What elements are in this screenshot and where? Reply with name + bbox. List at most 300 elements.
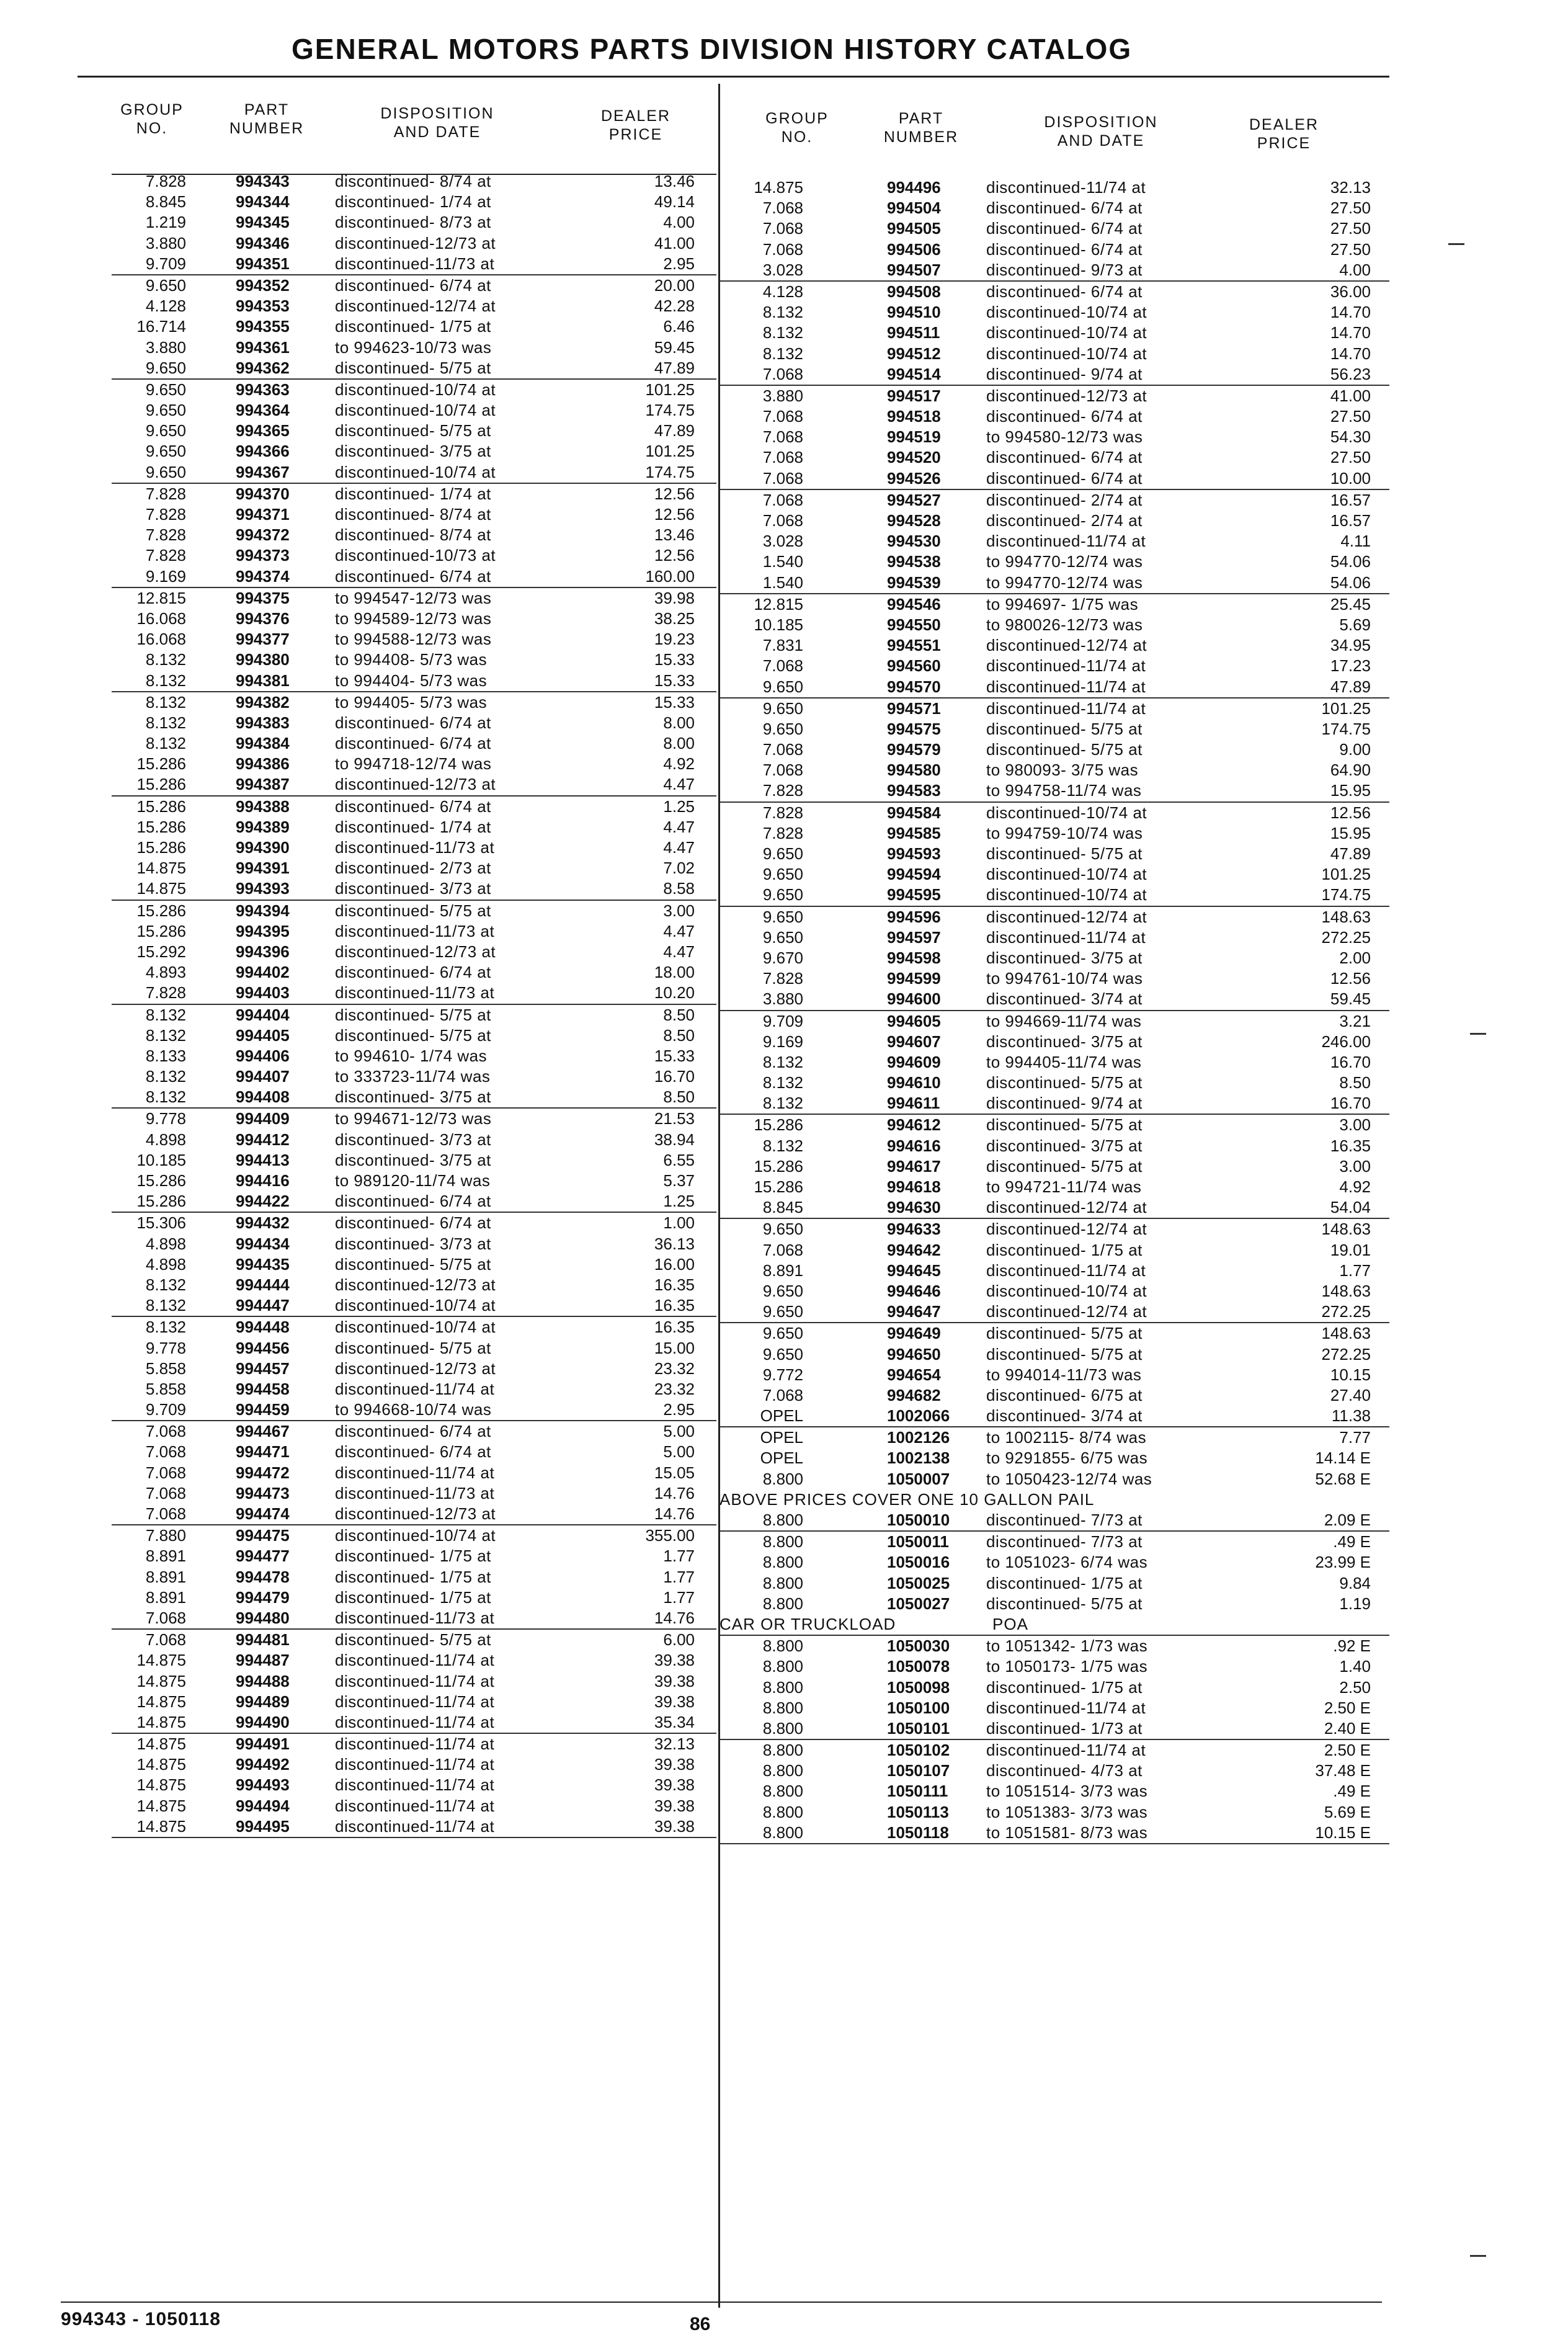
part-number: 994645 (887, 1261, 941, 1280)
table-row (112, 1295, 716, 1317)
part-number: 994546 (887, 594, 941, 614)
table-row (112, 1171, 716, 1191)
dealer-price: 148.63 (1321, 907, 1371, 926)
part-number: 994376 (236, 609, 290, 628)
disposition: discontinued- 8/73 at (335, 213, 491, 232)
table-row (719, 1032, 1389, 1052)
disposition: discontinued-10/74 at (335, 462, 496, 481)
part-number: 994526 (887, 468, 941, 488)
group-number: 15.286 (136, 754, 186, 774)
table-row (112, 1400, 716, 1421)
group-number: 15.306 (136, 1213, 186, 1233)
table-row (719, 218, 1389, 239)
table-row (719, 844, 1389, 864)
part-number: 994650 (887, 1344, 941, 1364)
dealer-price: 34.95 (1330, 636, 1371, 655)
table-row (112, 1754, 716, 1775)
part-number: 994386 (236, 754, 290, 774)
group-number: 8.132 (145, 1067, 186, 1086)
disposition: discontinued- 5/75 at (335, 1630, 491, 1650)
group-number: 9.650 (762, 1302, 803, 1321)
dealer-price: 15.95 (1330, 781, 1371, 800)
disposition: discontinued- 1/75 at (335, 1547, 491, 1566)
table-row (719, 823, 1389, 844)
dealer-price: 272.25 (1321, 927, 1371, 947)
disposition: discontinued- 6/74 at (335, 566, 491, 586)
part-number: 994596 (887, 907, 941, 926)
disposition: to 994405- 5/73 was (335, 692, 488, 712)
part-number: 994458 (236, 1379, 290, 1398)
table-row (112, 797, 716, 817)
group-number: 15.286 (136, 817, 186, 836)
table-row (719, 1052, 1389, 1073)
disposition: discontinued-11/74 at (986, 677, 1146, 696)
dealer-price: 2.09 E (1324, 1511, 1371, 1529)
header-price-right: DEALER PRICE (1249, 116, 1319, 152)
dealer-price: 5.00 (663, 1422, 695, 1441)
disposition: discontinued- 5/75 at (335, 1338, 491, 1357)
group-number: 9.650 (145, 421, 186, 440)
dealer-price: 2.95 (663, 1400, 695, 1419)
disposition: discontinued- 6/74 at (335, 1192, 491, 1211)
table-row (719, 490, 1389, 511)
table-row (719, 282, 1389, 302)
table-row (112, 400, 716, 421)
disposition: discontinued-12/73 at (335, 775, 496, 794)
group-number: 15.286 (136, 838, 186, 857)
group-number: 14.875 (136, 1735, 186, 1754)
dealer-price: 35.34 (654, 1712, 695, 1731)
dealer-price: 41.00 (654, 233, 695, 252)
dealer-price: 101.25 (1321, 865, 1371, 884)
table-row (719, 803, 1389, 823)
group-number: 9.650 (762, 699, 803, 718)
part-number: 994353 (236, 297, 290, 316)
part-number: 994365 (236, 421, 290, 440)
disposition: discontinued-11/74 at (986, 699, 1146, 718)
dealer-price: .49 E (1333, 1532, 1371, 1551)
part-number: 1002138 (887, 1449, 950, 1468)
part-number: 1050016 (887, 1553, 950, 1572)
table-row (112, 358, 716, 380)
dealer-price: 17.23 (1330, 656, 1371, 676)
table-row (112, 1525, 716, 1546)
disposition: discontinued- 6/74 at (335, 734, 491, 753)
dealer-price: 16.57 (1330, 511, 1371, 530)
table-row (112, 733, 716, 754)
group-number: 8.132 (762, 1136, 803, 1155)
group-number: 8.800 (762, 1823, 803, 1842)
part-number: 994362 (236, 358, 290, 377)
dealer-price: 246.00 (1321, 1032, 1371, 1051)
dealer-price: 3.21 (1339, 1011, 1371, 1030)
dealer-price: 27.40 (1330, 1385, 1371, 1404)
table-row (112, 1796, 716, 1816)
dealer-price: 101.25 (645, 442, 695, 461)
dealer-price: 4.47 (663, 942, 695, 961)
group-number: 16.714 (136, 317, 186, 336)
table-row (719, 739, 1389, 760)
dealer-price: 15.33 (654, 692, 695, 712)
table-row (719, 989, 1389, 1011)
table-row (112, 629, 716, 650)
disposition: discontinued-12/73 at (335, 942, 496, 961)
disposition: discontinued- 5/75 at (335, 421, 491, 440)
disposition: discontinued- 5/75 at (986, 1324, 1143, 1343)
dealer-price: 39.38 (654, 1671, 695, 1690)
table-row (112, 1546, 716, 1566)
group-number: 10.185 (136, 1150, 186, 1169)
part-number: 994459 (236, 1400, 290, 1419)
dealer-price: 8.50 (1339, 1073, 1371, 1092)
group-number: 15.286 (136, 921, 186, 940)
table-row (112, 1087, 716, 1109)
part-number: 1050011 (887, 1532, 949, 1551)
table-row (112, 1130, 716, 1150)
part-number: 994447 (236, 1296, 290, 1315)
group-number: 9.650 (145, 401, 186, 420)
part-number: 994481 (236, 1630, 290, 1650)
table-row (112, 337, 716, 358)
disposition: discontinued-12/73 at (335, 233, 496, 252)
group-number: 7.068 (762, 511, 803, 530)
part-number: 994551 (887, 636, 941, 655)
disposition: discontinued- 1/75 at (335, 317, 491, 336)
table-row (719, 1552, 1389, 1573)
table-row (719, 1677, 1389, 1698)
dealer-price: 16.70 (1330, 1094, 1371, 1113)
part-number: 1050027 (887, 1594, 950, 1613)
top-rule (78, 76, 1389, 78)
table-row (719, 1385, 1389, 1406)
part-number: 994616 (887, 1136, 941, 1155)
table-row (112, 1191, 716, 1213)
dealer-price: 148.63 (1321, 1281, 1371, 1300)
disposition: to 994718-12/74 was (335, 754, 492, 774)
part-number: 994560 (887, 656, 941, 676)
part-number: 994611 (887, 1094, 940, 1113)
dealer-price: 12.56 (654, 505, 695, 524)
table-row (719, 1698, 1389, 1718)
table-row (719, 364, 1389, 386)
part-number: 994402 (236, 963, 290, 982)
part-number: 994467 (236, 1422, 290, 1441)
table-row (719, 260, 1389, 282)
part-number: 994491 (236, 1735, 290, 1754)
disposition: to 994408- 5/73 was (335, 650, 488, 669)
part-number: 994384 (236, 734, 290, 753)
table-row (719, 1365, 1389, 1385)
part-number: 994351 (236, 254, 290, 273)
part-number: 1050007 (887, 1469, 950, 1488)
group-number: 7.828 (145, 484, 186, 503)
disposition: discontinued- 4/73 at (986, 1761, 1143, 1780)
table-row (719, 780, 1389, 802)
disposition: discontinued-10/74 at (986, 303, 1147, 322)
disposition: discontinued- 3/73 at (335, 1130, 491, 1149)
dealer-price: 8.00 (663, 713, 695, 732)
table-row (112, 817, 716, 837)
dealer-price: 27.50 (1330, 199, 1371, 218)
dealer-price: 47.89 (654, 421, 695, 440)
group-number: 16.068 (136, 630, 186, 649)
dealer-price: .92 E (1333, 1636, 1371, 1656)
dealer-price: 1.77 (663, 1587, 695, 1607)
table-row (719, 1636, 1389, 1656)
part-number: 994448 (236, 1318, 290, 1337)
part-number: 994511 (887, 323, 940, 342)
part-number: 1002126 (887, 1428, 950, 1447)
table-row (719, 468, 1389, 490)
part-number: 994396 (236, 942, 290, 961)
part-number: 1050113 (887, 1802, 949, 1821)
dealer-price: 39.38 (654, 1651, 695, 1670)
right-parts-table (719, 177, 1389, 1844)
disposition: discontinued- 3/74 at (986, 1406, 1143, 1426)
table-row (719, 1344, 1389, 1365)
table-row (719, 760, 1389, 780)
part-number: 994435 (236, 1254, 290, 1274)
dealer-price: 15.33 (654, 650, 695, 669)
table-row (112, 504, 716, 525)
disposition: to 989120-11/74 was (335, 1171, 491, 1190)
disposition: discontinued- 1/75 at (986, 1573, 1143, 1592)
group-number: 7.068 (762, 1240, 803, 1259)
group-number: 9.650 (762, 885, 803, 904)
dealer-price: 23.32 (654, 1359, 695, 1378)
dealer-price: 39.98 (654, 588, 695, 607)
table-row (112, 901, 716, 921)
group-number: 15.292 (136, 942, 186, 961)
disposition: to 994014-11/73 was (986, 1365, 1142, 1384)
disposition: discontinued-10/74 at (986, 865, 1147, 884)
table-row (719, 239, 1389, 260)
table-row (719, 927, 1389, 948)
group-number: 8.132 (762, 1094, 803, 1113)
dealer-price: 21.53 (654, 1109, 695, 1128)
table-row (112, 1712, 716, 1734)
group-number: 7.068 (762, 239, 803, 259)
group-number: 7.828 (145, 983, 186, 1002)
dealer-price: 4.00 (1339, 260, 1371, 279)
part-number: 994371 (236, 505, 290, 524)
dealer-price: 16.35 (654, 1275, 695, 1294)
dealer-price: 27.50 (1330, 448, 1371, 467)
part-number: 994422 (236, 1192, 290, 1211)
group-number: 8.800 (762, 1511, 803, 1529)
part-number: 994374 (236, 566, 290, 586)
group-number: 9.650 (762, 719, 803, 738)
table-row (112, 1504, 716, 1525)
table-row (719, 948, 1389, 968)
disposition: discontinued- 6/74 at (335, 1442, 491, 1462)
disposition: discontinued- 3/75 at (335, 442, 491, 461)
disposition: discontinued- 6/74 at (335, 797, 491, 816)
table-row (112, 254, 716, 275)
table-row (719, 1761, 1389, 1781)
disposition: to 980093- 3/75 was (986, 761, 1139, 780)
disposition: to 994580-12/73 was (986, 427, 1143, 447)
group-number: 14.875 (136, 1816, 186, 1836)
part-number: 994517 (887, 386, 941, 405)
disposition: to 994668-10/74 was (335, 1400, 492, 1419)
dealer-price: 14.70 (1330, 323, 1371, 342)
table-row (112, 713, 716, 733)
table-row (719, 531, 1389, 551)
table-row (112, 1234, 716, 1254)
group-number: 7.068 (762, 407, 803, 426)
part-number: 994403 (236, 983, 290, 1002)
table-row (112, 1025, 716, 1046)
table-note: CAR OR TRUCKLOAD (719, 1614, 896, 1633)
part-number: 994444 (236, 1275, 290, 1294)
table-row (112, 1567, 716, 1587)
dealer-price: 6.46 (663, 317, 695, 336)
disposition: discontinued- 5/75 at (986, 1115, 1143, 1135)
group-number: 7.828 (762, 823, 803, 842)
disposition: discontinued-10/74 at (335, 1318, 496, 1337)
group-number: 8.132 (145, 692, 186, 712)
table-row (719, 447, 1389, 468)
part-number: 994480 (236, 1608, 290, 1627)
table-row (112, 878, 716, 900)
part-number: 994405 (236, 1025, 290, 1045)
group-number: 9.169 (762, 1032, 803, 1051)
disposition: discontinued- 3/75 at (986, 948, 1143, 967)
part-number: 994617 (887, 1156, 941, 1176)
part-number: 994599 (887, 969, 941, 988)
disposition: discontinued-12/74 at (986, 636, 1147, 655)
disposition: discontinued- 5/75 at (335, 1025, 491, 1045)
bottom-rule (61, 2302, 1382, 2303)
table-row (112, 962, 716, 983)
group-number: 8.132 (145, 1005, 186, 1024)
disposition: discontinued- 6/74 at (335, 963, 491, 982)
dealer-price: 14.70 (1330, 344, 1371, 363)
part-number: 994496 (887, 178, 941, 197)
disposition: discontinued- 7/73 at (986, 1532, 1143, 1551)
table-row (719, 699, 1389, 719)
disposition: discontinued- 6/74 at (986, 239, 1143, 259)
dealer-price: 18.00 (654, 963, 695, 982)
disposition: to 994623-10/73 was (335, 337, 492, 357)
group-number: 4.898 (145, 1130, 186, 1149)
group-number: 8.132 (145, 671, 186, 690)
part-number: 994363 (236, 380, 290, 399)
group-number: 8.800 (762, 1698, 803, 1717)
dealer-price: 16.35 (654, 1318, 695, 1337)
dealer-price: 16.57 (1330, 490, 1371, 509)
part-number: 994654 (887, 1365, 941, 1384)
table-row (719, 427, 1389, 447)
dealer-price: 14.76 (654, 1483, 695, 1502)
group-number: 15.286 (136, 775, 186, 794)
disposition: to 994671-12/73 was (335, 1109, 492, 1128)
group-number: 7.068 (762, 656, 803, 676)
part-number: 994366 (236, 442, 290, 461)
disposition: to 994588-12/73 was (335, 630, 492, 649)
disposition: to 1050423-12/74 was (986, 1469, 1152, 1488)
group-number: 1.540 (762, 573, 803, 592)
group-number: 16.068 (136, 609, 186, 628)
table-row (112, 921, 716, 942)
part-number: 994382 (236, 692, 290, 712)
group-number: 8.132 (762, 323, 803, 342)
disposition: to 994405-11/74 was (986, 1052, 1142, 1071)
disposition: discontinued- 6/74 at (986, 448, 1143, 467)
disposition: discontinued-10/74 at (335, 380, 496, 399)
group-number: 8.800 (762, 1553, 803, 1572)
group-number: 9.778 (145, 1338, 186, 1357)
group-number: 9.650 (145, 275, 186, 295)
dealer-price: 272.25 (1321, 1344, 1371, 1364)
group-number: 14.875 (136, 1712, 186, 1731)
disposition: discontinued-11/73 at (335, 1483, 495, 1502)
group-number: 3.028 (762, 532, 803, 551)
group-number: 8.132 (145, 1296, 186, 1315)
dealer-price: 7.02 (663, 859, 695, 878)
table-row (112, 1338, 716, 1359)
header-disposition-left: DISPOSITION AND DATE (380, 105, 494, 141)
table-row (719, 1823, 1389, 1844)
group-number: 7.068 (762, 468, 803, 488)
part-number: 994647 (887, 1302, 941, 1321)
group-number: 7.068 (145, 1422, 186, 1441)
part-number: 994406 (236, 1046, 290, 1065)
table-row (112, 462, 716, 484)
table-row (112, 1734, 716, 1754)
group-number: 7.068 (762, 761, 803, 780)
disposition: discontinued-10/74 at (986, 885, 1147, 904)
dealer-price: 23.99 E (1315, 1553, 1371, 1572)
table-row (719, 1489, 1389, 1510)
dealer-price: 47.89 (1330, 844, 1371, 863)
part-number: 994539 (887, 573, 941, 592)
disposition: discontinued- 3/74 at (986, 989, 1143, 1009)
disposition: discontinued-11/74 at (335, 1796, 495, 1815)
disposition: to 994697- 1/75 was (986, 594, 1139, 614)
table-row (112, 296, 716, 316)
group-number: 9.670 (762, 948, 803, 967)
dealer-price: 37.48 E (1315, 1761, 1371, 1780)
disposition: discontinued- 1/75 at (986, 1677, 1143, 1697)
table-row (719, 1718, 1389, 1740)
dealer-price: 15.33 (654, 1046, 695, 1065)
group-number: 7.068 (762, 199, 803, 218)
table-row (719, 1115, 1389, 1135)
part-number: 994593 (887, 844, 941, 863)
group-number: 15.286 (136, 797, 186, 816)
dealer-price: 39.38 (654, 1692, 695, 1711)
table-note-price: POA (992, 1614, 1028, 1633)
group-number: 7.068 (762, 364, 803, 383)
dealer-price: 9.84 (1339, 1573, 1371, 1592)
disposition: discontinued-12/73 at (335, 1275, 496, 1294)
table-row (719, 511, 1389, 531)
dealer-price: 13.46 (654, 525, 695, 545)
group-number: 3.880 (762, 386, 803, 405)
table-row (719, 885, 1389, 906)
dealer-price: 8.50 (663, 1087, 695, 1107)
group-number: 14.875 (754, 178, 803, 197)
disposition: discontinued- 5/75 at (986, 1594, 1143, 1613)
table-row (112, 1213, 716, 1233)
part-number: 994505 (887, 219, 941, 238)
dealer-price: 47.89 (654, 358, 695, 377)
group-number: 7.068 (145, 1608, 186, 1627)
part-number: 994512 (887, 344, 941, 363)
dealer-price: 54.04 (1330, 1198, 1371, 1217)
